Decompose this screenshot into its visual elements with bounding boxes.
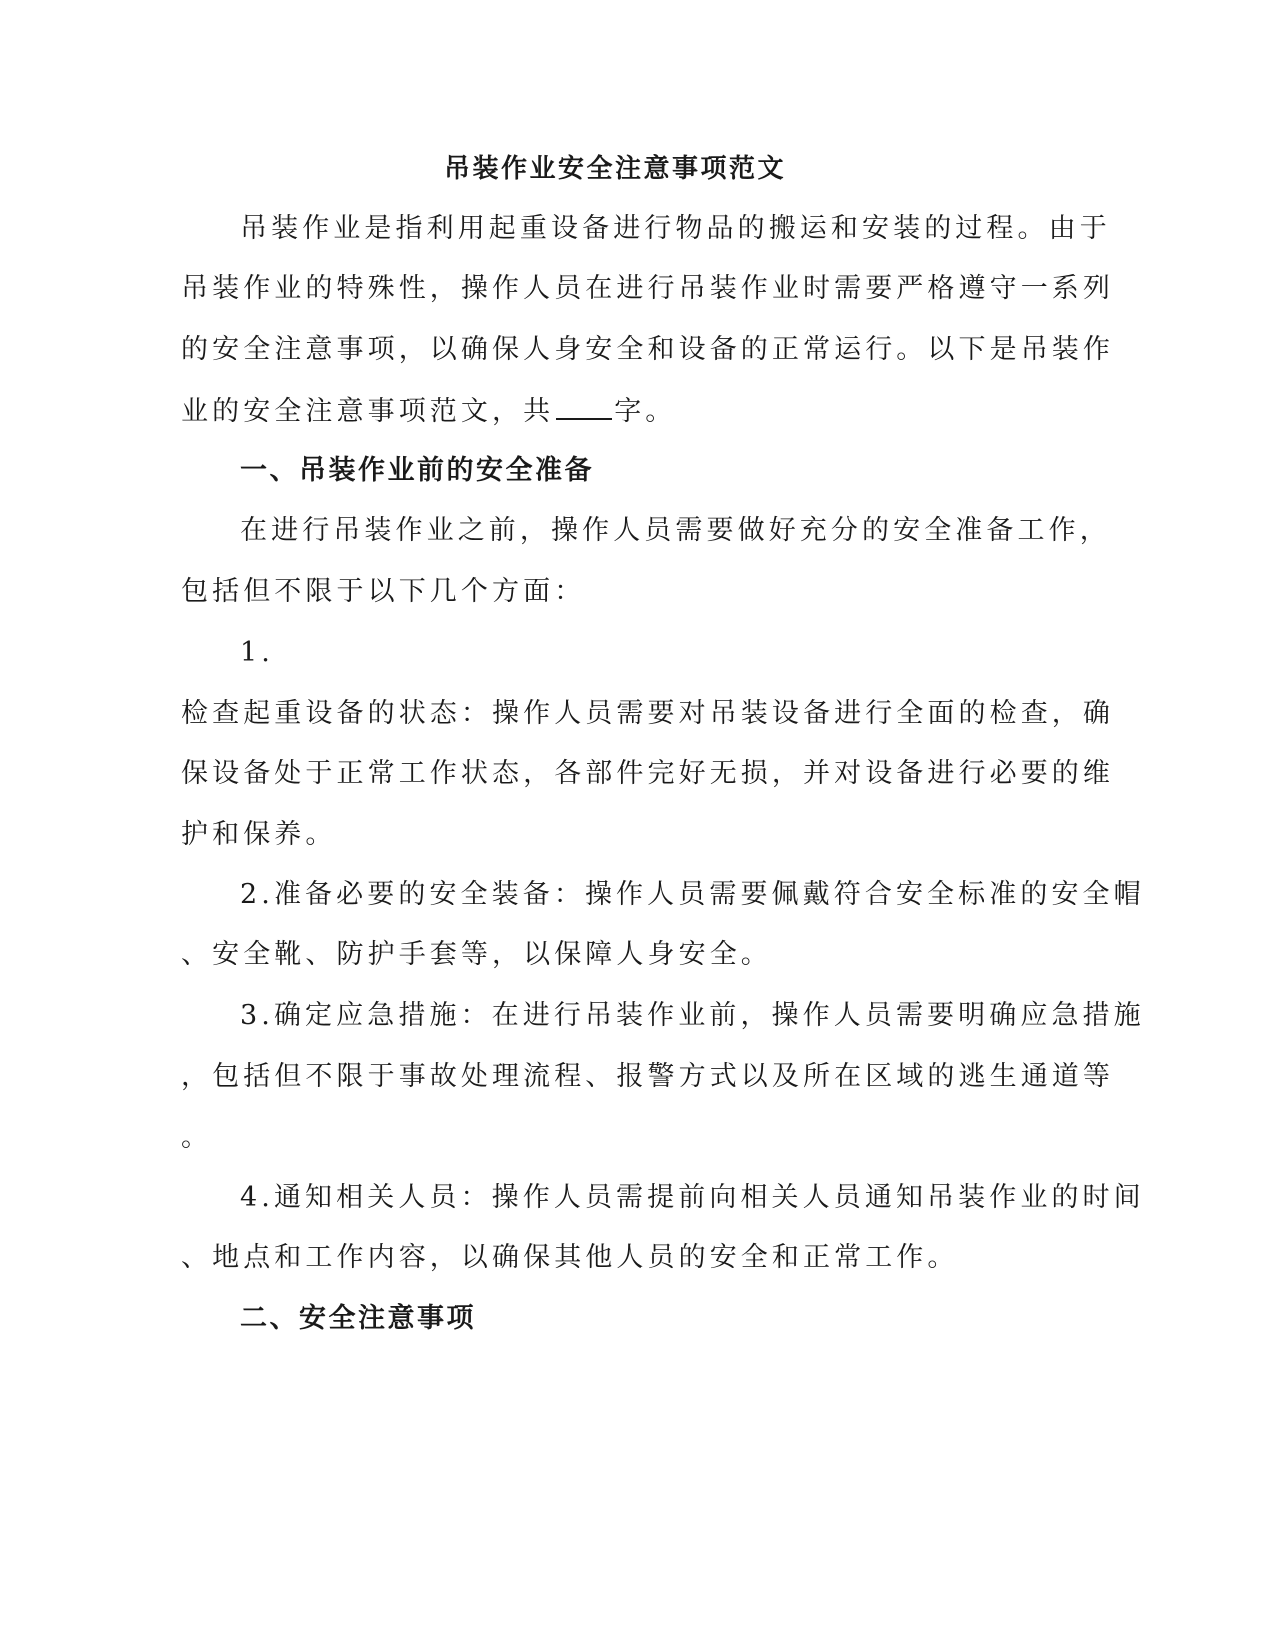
item2-line-1: 2.准备必要的安全装备：操作人员需要佩戴符合安全标准的安全帽 bbox=[240, 879, 1145, 910]
intro-line-3: 的安全注意事项，以确保人身安全和设备的正常运行。以下是吊装作 bbox=[181, 334, 1114, 365]
intro-line-4-before: 业的安全注意事项范文，共 bbox=[181, 396, 555, 427]
item2-line-2: 、安全靴、防护手套等，以保障人身安全。 bbox=[181, 939, 772, 970]
section1-heading: 一、吊装作业前的安全准备 bbox=[240, 455, 594, 486]
item1-line-2: 保设备处于正常工作状态，各部件完好无损，并对设备进行必要的维 bbox=[181, 758, 1114, 789]
word-count-blank bbox=[556, 394, 612, 420]
section1-intro-line-1: 在进行吊装作业之前，操作人员需要做好充分的安全准备工作， bbox=[240, 515, 1111, 546]
item3-line-2: ，包括但不限于事故处理流程、报警方式以及所在区域的逃生通道等 bbox=[181, 1061, 1114, 1092]
intro-line-2: 吊装作业的特殊性，操作人员在进行吊装作业时需要严格遵守一系列 bbox=[181, 273, 1114, 304]
item1-line-1: 检查起重设备的状态：操作人员需要对吊装设备进行全面的检查，确 bbox=[181, 698, 1114, 729]
item1-line-3: 护和保养。 bbox=[181, 819, 337, 850]
intro-line-4 bbox=[181, 394, 676, 429]
intro-line-1: 吊装作业是指利用起重设备进行物品的搬运和安装的过程。由于 bbox=[240, 213, 1111, 244]
section2-heading: 二、安全注意事项 bbox=[240, 1303, 476, 1334]
item3-line-1: 3.确定应急措施：在进行吊装作业前，操作人员需要明确应急措施 bbox=[240, 1000, 1145, 1031]
intro-line-4-after: 字。 bbox=[614, 396, 677, 427]
item3-line-3: 。 bbox=[181, 1122, 213, 1153]
section1-intro-line-2: 包括但不限于以下几个方面： bbox=[181, 576, 586, 607]
item1-number: 1. bbox=[240, 637, 274, 668]
document-title: 吊装作业安全注意事项范文 bbox=[444, 154, 787, 184]
item4-line-1: 4.通知相关人员：操作人员需提前向相关人员通知吊装作业的时间 bbox=[240, 1182, 1145, 1213]
item4-line-2: 、地点和工作内容，以确保其他人员的安全和正常工作。 bbox=[181, 1242, 959, 1273]
